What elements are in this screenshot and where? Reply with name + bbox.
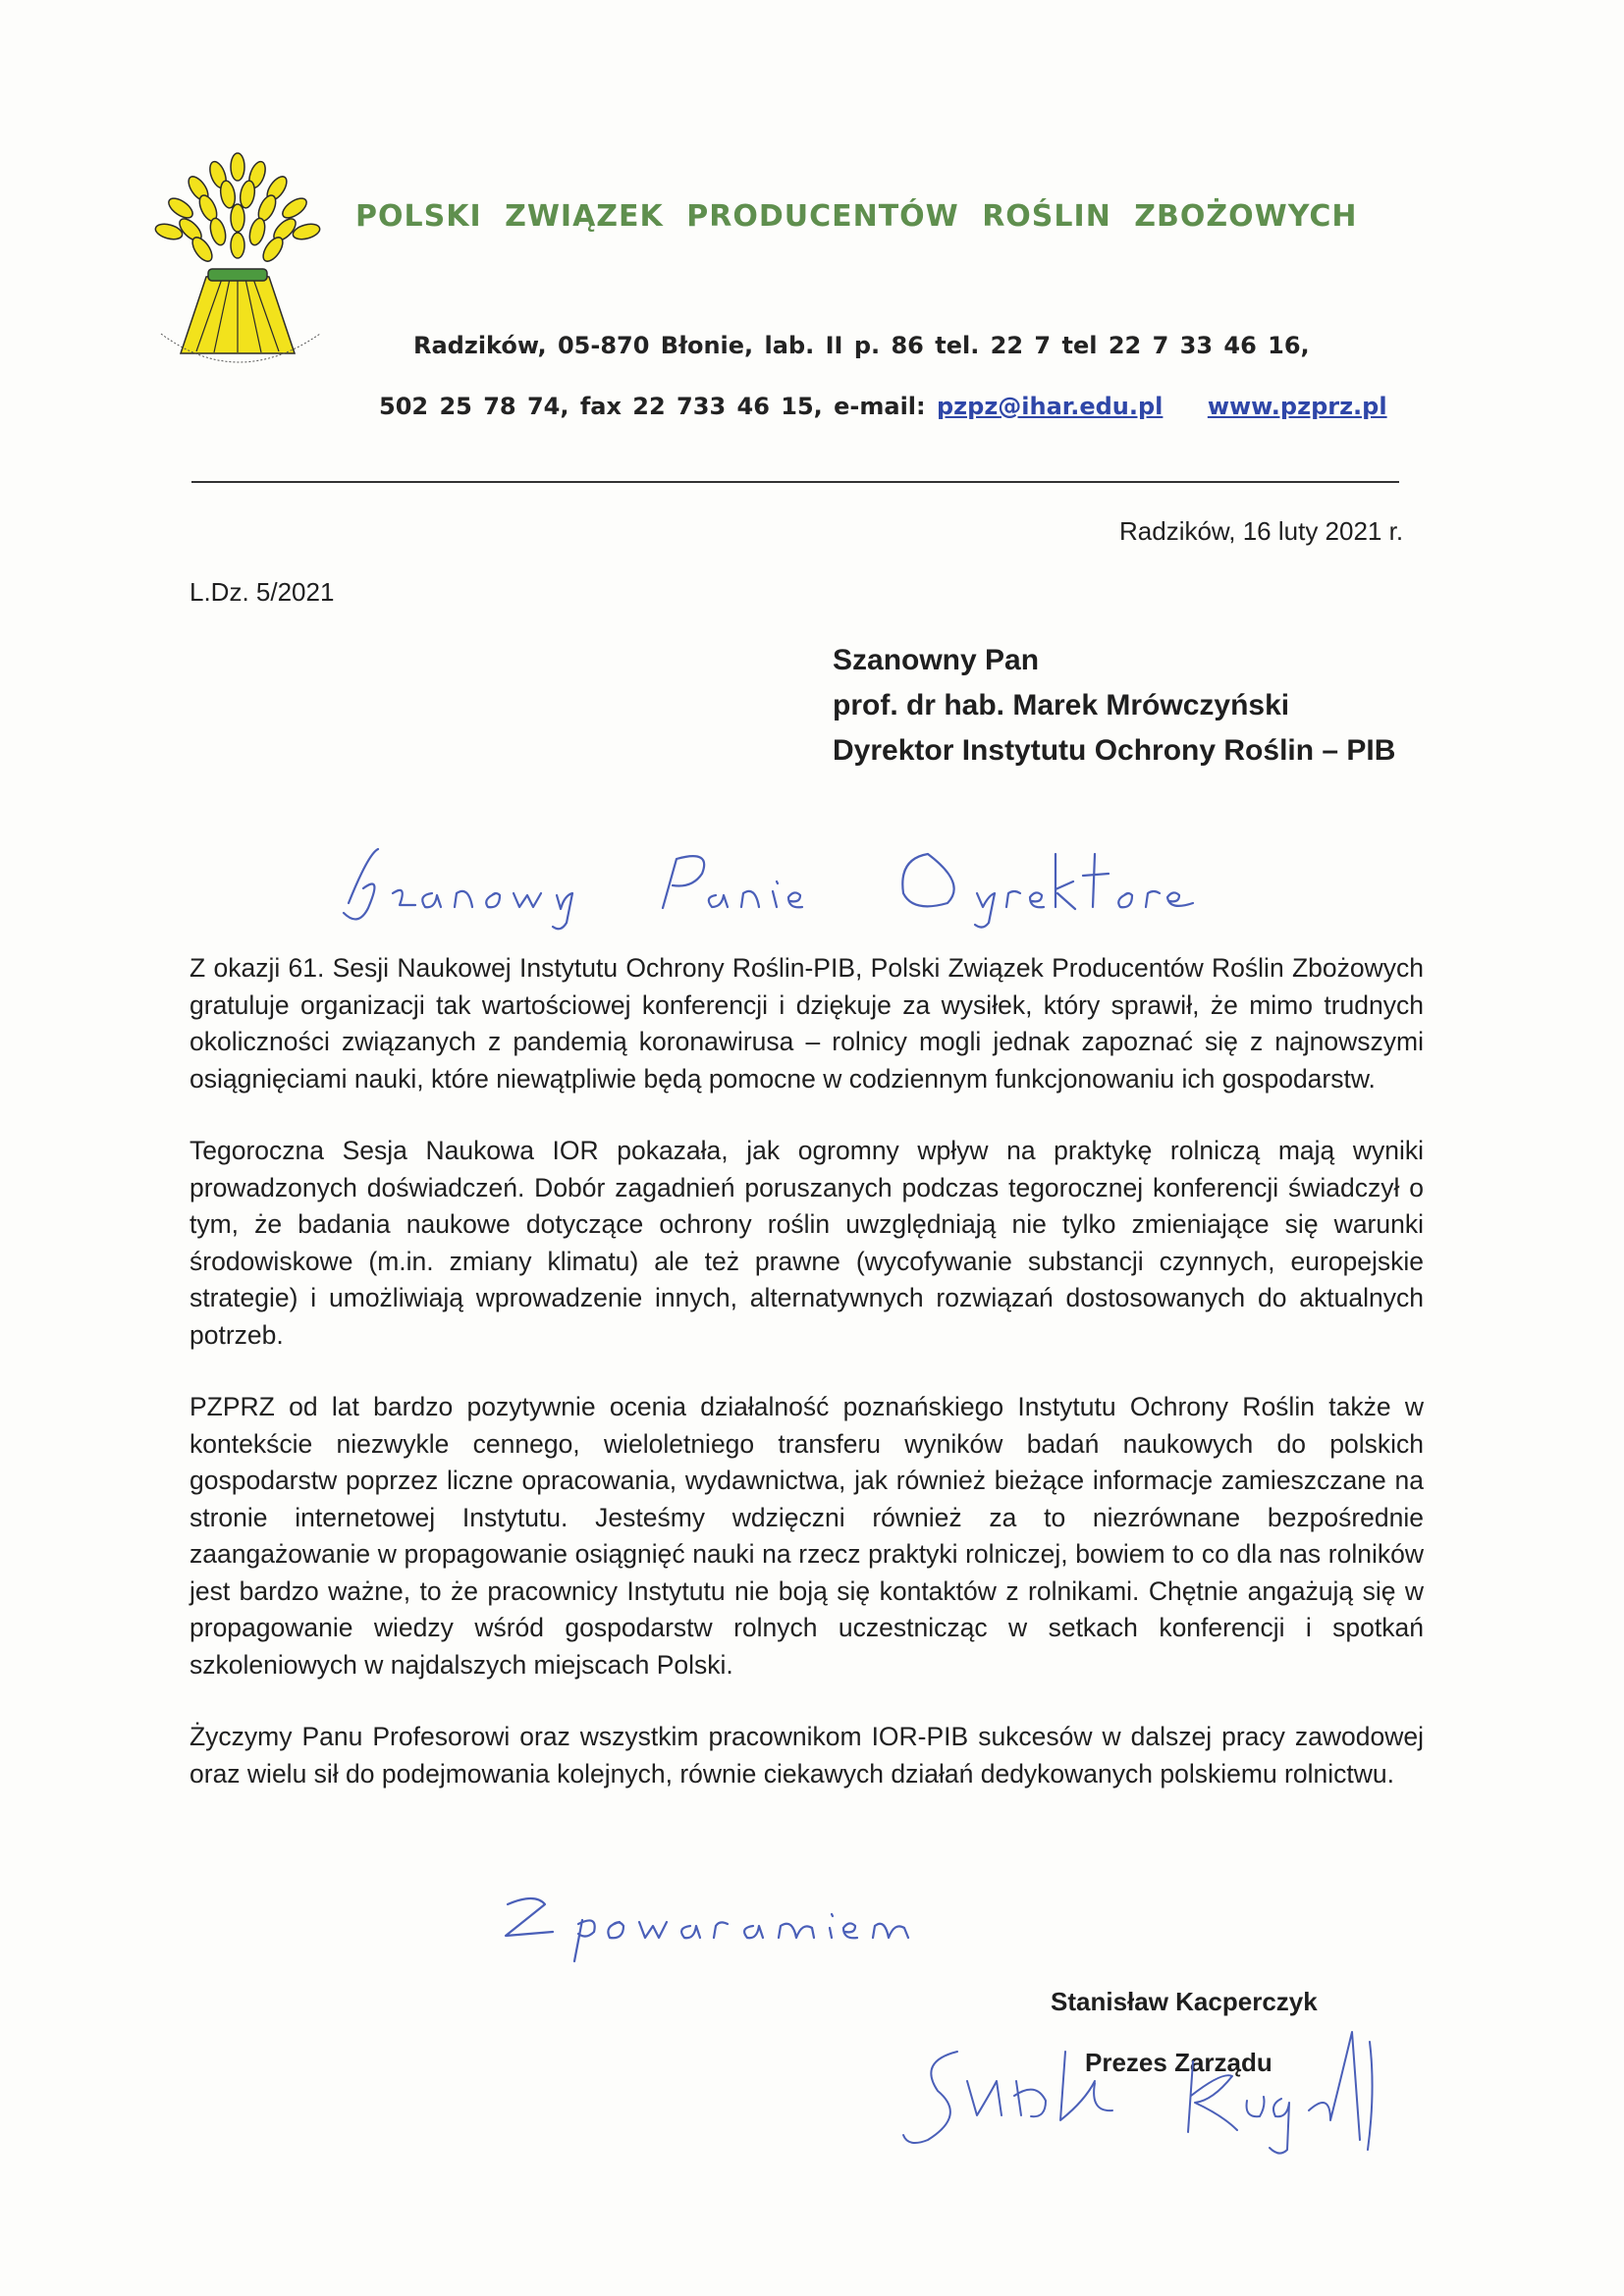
body-paragraph-1: Z okazji 61. Sesji Naukowej Instytutu Ochrony Roślin-PIB, Polski Związek Producentów Roślin Zbożowych gratuluje organizacji tak wartościowej konferencji i dziękuje za wysiłek, który sprawił, że mimo trudnych okoliczności związanych z pandemią koronawirusa – rolnicy mogli jednak zapoznać się z najnowszymi osiągnięciami nauki, które niewątpliwie będą pomocne w codziennym funkcjonowaniu ich gospodarstw. (189, 953, 1424, 1094)
body-paragraph-3: PZPRZ od lat bardzo pozytywnie ocenia działalność poznańskiego Instytutu Ochrony Roślin także w kontekście niezwykle cennego, wieloletniego transferu wyników badań naukowych do polskich gospodarstw poprzez liczne opracowania, wydawnictwa, jak również bieżące informacje zamieszczane na stronie internetowej Instytutu. Jesteśmy wdzięczni również za to niezrównane bezpośrednie zaangażowanie w propagowanie osiągnięć nauki na rzecz praktyki rolniczej, bowiem to co dla nas rolników jest bardzo ważne, to że pracownicy Instytutu nie boją się kontaktów z rolnikami. Chętnie angażują się w propagowanie wiedzy wśród gospodarstw rolnych uczestnicząc w setkach konferencji i spotkań szkoleniowych w najdalszych miejscach Polski. (189, 1392, 1424, 1680)
handwritten-closing (496, 1885, 957, 1963)
phone-fax: 502 25 78 74, fax 22 733 46 15, e-mail: (379, 393, 926, 420)
wheat-sheaf-logo (147, 147, 329, 383)
recipient-salutation: Szanowny Pan (833, 644, 1040, 676)
reference-number: L.Dz. 5/2021 (189, 577, 335, 607)
email-link[interactable]: pzpz@ihar.edu.pl (937, 393, 1164, 420)
handwritten-signature (898, 2022, 1409, 2160)
contact-line (379, 393, 1387, 420)
website-link[interactable]: www.pzprz.pl (1207, 393, 1387, 420)
recipient-block (833, 638, 1395, 774)
letter-date: Radzików, 16 luty 2021 r. (1119, 516, 1404, 546)
handwritten-salutation (339, 834, 1203, 933)
recipient-position: Dyrektor Instytutu Ochrony Roślin – PIB (833, 734, 1396, 767)
body-paragraph-4: Życzymy Panu Profesorowi oraz wszystkim pracownikom IOR-PIB sukcesów w dalszej pracy zawodowej oraz wielu sił do podejmowania kolejnych, równie ciekawych działań dedykowanych polskiemu rolnictwu. (189, 1722, 1424, 1789)
address-line: Radzików, 05-870 Błonie, lab. II p. 86 tel. 22 7 tel 22 7 33 46 16, (413, 332, 1310, 359)
body-paragraph-2: Tegoroczna Sesja Naukowa IOR pokazała, jak ogromny wpływ na praktykę rolniczą mają wyniki prowadzonych doświadczeń. Dobór zagadnień poruszanych podczas tegorocznej konferencji świadczył o tym, że badania naukowe dotyczące ochrony roślin uwzględniają nie tylko zmieniające się warunki środowiskowe (m.in. zmiany klimatu) ale też prawne (wycofywanie substancji czynnych, europejskie strategie) i umożliwiają wprowadzenie innych, alternatywnych rozwiązań dostosowanych do aktualnych potrzeb. (189, 1136, 1424, 1350)
recipient-name: prof. dr hab. Marek Mrówczyński (833, 689, 1290, 721)
organization-name: POLSKI ZWIĄZEK PRODUCENTÓW ROŚLIN ZBOŻOWYCH (355, 199, 1358, 234)
signer-name: Stanisław Kacperczyk (1051, 1987, 1318, 2016)
letter-body (189, 950, 1424, 1828)
header-divider (191, 481, 1399, 483)
signer-title: Prezes Zarządu (1085, 2048, 1272, 2077)
